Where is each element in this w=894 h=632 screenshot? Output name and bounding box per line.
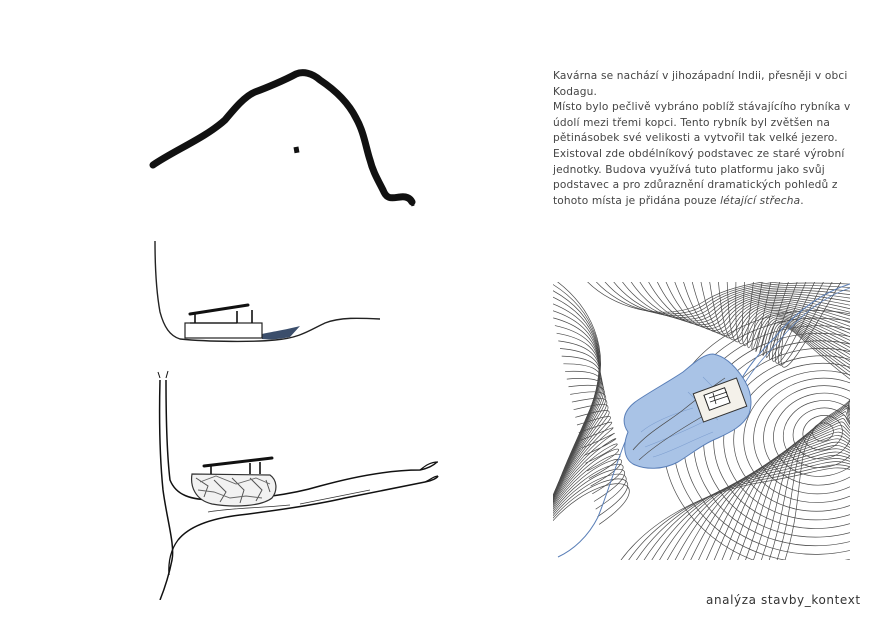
hill-outline-sketch: [153, 73, 413, 206]
page-caption: analýza stavby_kontext: [706, 593, 861, 607]
tree-nest-sketch: [158, 371, 438, 600]
description-body-text: Místo bylo pečlivě vybráno poblíž stávajícího rybníka v údolí mezi třemi kopci. Tento rybník byl zvětšen na pětinásobek své velikosti a vytvořil tak velké jezero. Existoval zde obdélníkový podstavec ze staré výrobní jednotky. Budova využívá tuto platformu jako svůj podstavec a pro zdůraznění dramatických pohledů z tohoto místa je přidána pouze: [553, 101, 851, 207]
section-sketch: [155, 241, 380, 341]
concept-sketches: [140, 60, 470, 600]
description-paragraph-site: [553, 100, 858, 209]
flying-roof-emphasis: létající střecha: [720, 194, 801, 207]
description-end-punctuation: .: [800, 194, 804, 207]
description-paragraph-location: Kavárna se nachází v jihozápadní Indii, přesněji v obci Kodagu.: [553, 70, 848, 98]
site-description: [553, 69, 858, 209]
contour-site-plan: [553, 282, 850, 560]
